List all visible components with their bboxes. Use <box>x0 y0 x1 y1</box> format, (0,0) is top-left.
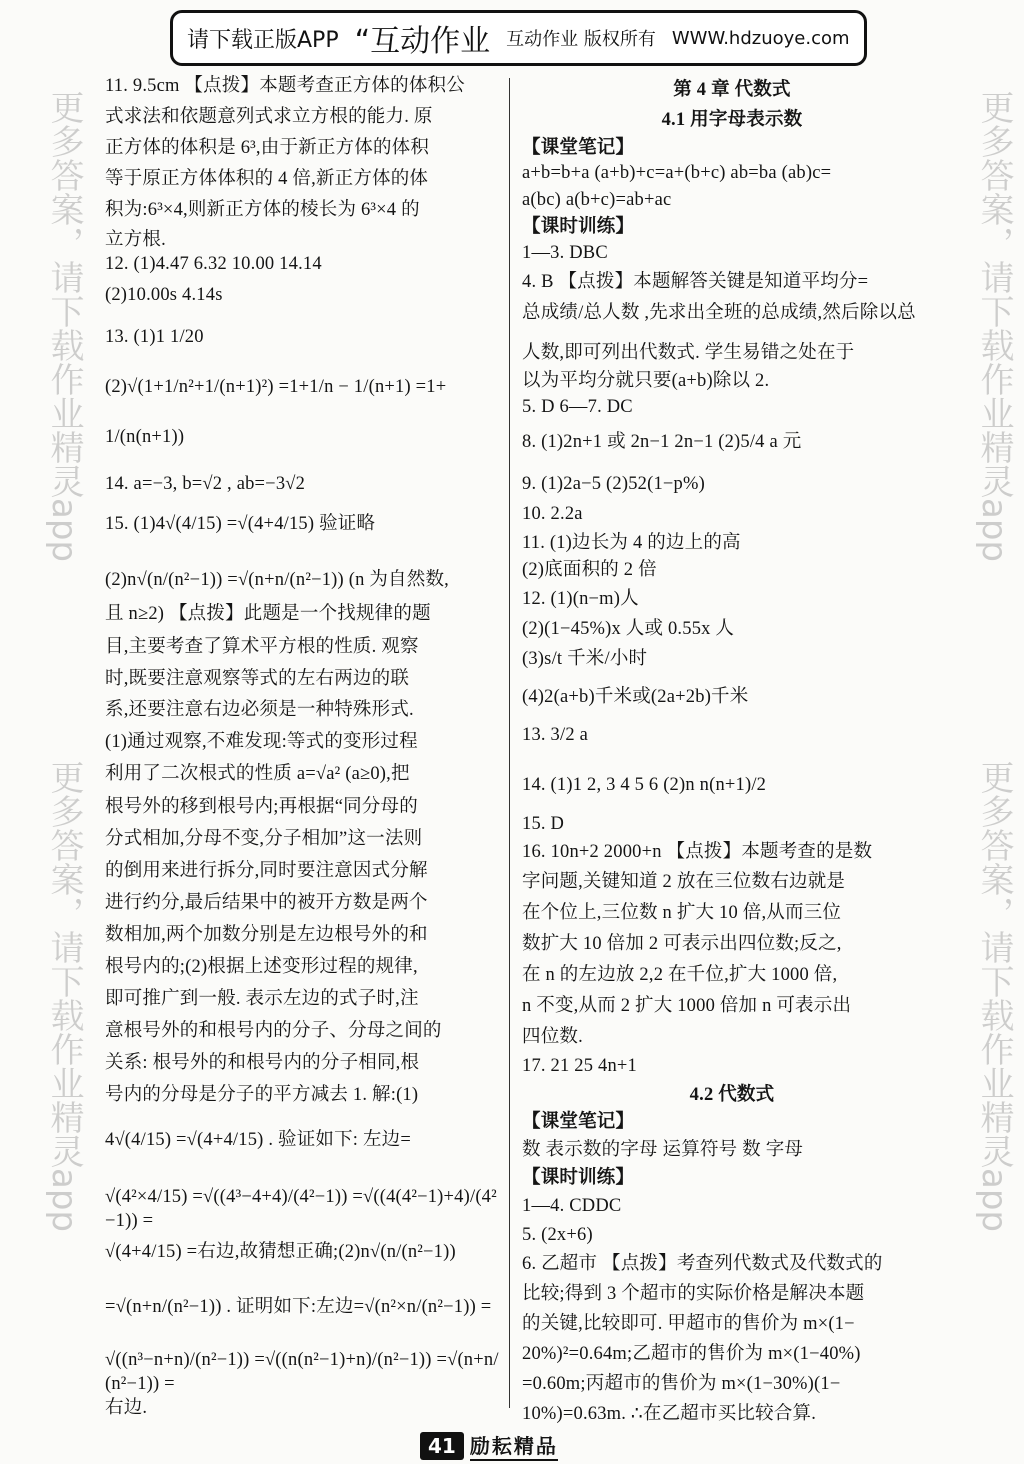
text-line: 13. 3/2 a <box>522 725 589 745</box>
stamp-line-1: 请下载正版APP <box>187 27 339 53</box>
text-line: 【课堂笔记】 <box>522 138 635 158</box>
stamp-url: WWW.hdzuoye.com <box>671 27 850 49</box>
section-heading: 第 4 章 代数式 <box>673 80 791 100</box>
watermark-text: 更多答案，请下载作业精灵app <box>974 760 1014 1232</box>
text-line: 5. D 6—7. DC <box>522 397 633 417</box>
text-line: 在个位上,三位数 n 扩大 10 倍,从而三位 <box>522 903 842 923</box>
text-line: 10%)=0.63m. ∴在乙超市买比较合算. <box>522 1404 817 1424</box>
text-line: 系,还要注意右边必须是一种特殊形式. <box>105 700 414 720</box>
text-line: 以为平均分就只要(a+b)除以 2. <box>522 371 770 391</box>
text-line: (2)√(1+1/n²+1/(n+1)²) =1+1/n − 1/(n+1) =1+ <box>105 377 447 397</box>
copyright-stamp <box>170 10 867 66</box>
text-line: 即可推广到一般. 表示左边的式子时,注 <box>105 989 419 1009</box>
text-line: 【课时训练】 <box>522 217 635 237</box>
text-line: 数 表示数的字母 运算符号 数 字母 <box>522 1140 804 1160</box>
text-line: √(4+4/15) =右边,故猜想正确;(2)n√(n/(n²−1)) <box>105 1242 456 1262</box>
text-line: 右边. <box>105 1398 148 1418</box>
column-divider <box>509 78 510 1408</box>
stamp-line-3: 互动作业 版权所有 <box>506 29 656 50</box>
text-line: 四位数. <box>522 1027 583 1047</box>
text-line: 1/(n(n+1)) <box>105 427 185 447</box>
section-heading: 4.2 代数式 <box>689 1085 775 1105</box>
text-line: √(4²×4/15) =√((4³−4+4)/(4²−1)) =√((4(4²−1)+4)/(4²−1)) = <box>105 1187 497 1231</box>
text-line: 【课堂笔记】 <box>522 1112 635 1132</box>
text-line: 16. 10n+2 2000+n 【点拨】本题考查的是数 <box>522 842 873 862</box>
text-line: 字问题,关键知道 2 放在三位数右边就是 <box>522 872 846 892</box>
text-line: (2)(1−45%)x 人或 0.55x 人 <box>522 619 735 639</box>
text-line: =√(n+n/(n²−1)) . 证明如下:左边=√(n²×n/(n²−1)) = <box>105 1297 492 1317</box>
text-line: 1—3. DBC <box>522 243 608 263</box>
text-line: 等于原正方体体积的 4 倍,新正方体的体 <box>105 169 429 189</box>
text-line: 人数,即可列出代数式. 学生易错之处在于 <box>522 343 855 363</box>
text-line: 分式相加,分母不变,分子相加”这一法则 <box>105 829 423 849</box>
text-line: 的倒用来进行拆分,同时要注意因式分解 <box>105 861 428 881</box>
brand-label: 励耘精品 <box>470 1430 558 1461</box>
text-line: 11. (1)边长为 4 的边上的高 <box>522 533 741 553</box>
text-line: 13. (1)1 1/20 <box>105 327 204 347</box>
text-line: 数相加,两个加数分别是左边根号外的和 <box>105 925 428 945</box>
text-line: 正方体的体积是 6³,由于新正方体的体积 <box>105 138 430 158</box>
right-column <box>522 78 942 1426</box>
text-line: 意根号外的和根号内的分子、分母之间的 <box>105 1021 442 1041</box>
text-line: 比较;得到 3 个超市的实际价格是解决本题 <box>522 1284 865 1304</box>
text-line: 根号内的;(2)根据上述变形过程的规律, <box>105 957 418 977</box>
text-line: 10. 2.2a <box>522 504 583 524</box>
text-line: 的关键,比较即可. 甲超市的售价为 m×(1− <box>522 1314 855 1334</box>
text-line: 1—4. CDDC <box>522 1196 622 1216</box>
text-line: 根号外的移到根号内;再根据“同分母的 <box>105 797 418 817</box>
text-line: 15. (1)4√(4/15) =√(4+4/15) 验证略 <box>105 514 376 534</box>
text-line: 时,既要注意观察等式的左右两边的联 <box>105 669 410 689</box>
text-line: 20%)²=0.64m;乙超市的售价为 m×(1−40%) <box>522 1344 861 1364</box>
text-line: 进行约分,最后结果中的被开方数是两个 <box>105 893 428 913</box>
text-line: 在 n 的左边放 2,2 在千位,扩大 1000 倍, <box>522 965 838 985</box>
text-line: 数扩大 10 倍加 2 可表示出四位数;反之, <box>522 934 842 954</box>
stamp-line-2: “互动作业 <box>354 24 491 59</box>
text-line: 14. (1)1 2, 3 4 5 6 (2)n n(n+1)/2 <box>522 775 767 795</box>
text-line: 9. (1)2a−5 (2)52(1−p%) <box>522 474 705 494</box>
text-line: (2)n√(n/(n²−1)) =√(n+n/(n²−1)) (n 为自然数, <box>105 570 449 590</box>
text-line: (2)10.00s 4.14s <box>105 285 223 305</box>
text-line: 14. a=−3, b=√2 , ab=−3√2 <box>105 474 306 494</box>
text-line: 立方根. <box>105 230 166 250</box>
text-line: =0.60m;丙超市的售价为 m×(1−30%)(1− <box>522 1374 841 1394</box>
section-heading: 4.1 用字母表示数 <box>661 110 803 130</box>
text-line: 【课时训练】 <box>522 1168 635 1188</box>
text-line: (2)底面积的 2 倍 <box>522 560 657 580</box>
text-line: a+b=b+a (a+b)+c=a+(b+c) ab=ba (ab)c= <box>522 163 832 183</box>
text-line: 8. (1)2n+1 或 2n−1 2n−1 (2)5/4 a 元 <box>522 432 802 452</box>
text-line: 15. D <box>522 814 565 834</box>
text-line: 12. (1)(n−m)人 <box>522 589 639 609</box>
text-line: √((n³−n+n)/(n²−1)) =√((n(n²−1)+n)/(n²−1)) =√(n+n/(n²−1)) = <box>105 1350 499 1394</box>
page-number: 41 <box>420 1432 464 1460</box>
text-line: 6. 乙超市 【点拨】考查列代数式及代数式的 <box>522 1254 883 1274</box>
page-footer <box>420 1430 558 1461</box>
watermark-text: 更多答案，请下载作业精灵app <box>44 90 84 562</box>
text-line: 4. B 【点拨】本题解答关键是知道平均分= <box>522 272 869 292</box>
text-line: 4√(4/15) =√(4+4/15) . 验证如下: 左边= <box>105 1130 411 1150</box>
text-line: 目,主要考查了算术平方根的性质. 观察 <box>105 637 419 657</box>
text-line: 号内的分母是分子的平方减去 1. 解:(1) <box>105 1085 419 1105</box>
text-line: 17. 21 25 4n+1 <box>522 1056 637 1076</box>
text-line: 12. (1)4.47 6.32 10.00 14.14 <box>105 254 322 274</box>
text-line: 关系: 根号外的和根号内的分子相同,根 <box>105 1053 420 1073</box>
text-line: (1)通过观察,不难发现:等式的变形过程 <box>105 732 418 752</box>
text-line: 式求法和依题意列式求立方根的能力. 原 <box>105 107 433 127</box>
text-line: (4)2(a+b)千米或(2a+2b)千米 <box>522 687 749 707</box>
text-line: 11. 9.5cm 【点拨】本题考查正方体的体积公 <box>105 76 465 96</box>
text-line: (3)s/t 千米/小时 <box>522 649 648 669</box>
text-line: 总成绩/总人数 ,先求出全班的总成绩,然后除以总 <box>522 303 916 323</box>
text-line: 利用了二次根式的性质 a=√a² (a≥0),把 <box>105 764 410 784</box>
text-line: 积为:6³×4,则新正方体的棱长为 6³×4 的 <box>105 200 420 220</box>
text-line: a(bc) a(b+c)=ab+ac <box>522 190 672 210</box>
text-line: n 不变,从而 2 扩大 1000 倍加 n 可表示出 <box>522 996 852 1016</box>
text-line: 且 n≥2) 【点拨】此题是一个找规律的题 <box>105 604 431 624</box>
text-line: 5. (2x+6) <box>522 1225 593 1245</box>
left-column <box>105 74 500 1420</box>
watermark-text: 更多答案，请下载作业精灵app <box>44 760 84 1232</box>
watermark-text: 更多答案，请下载作业精灵app <box>974 90 1014 562</box>
